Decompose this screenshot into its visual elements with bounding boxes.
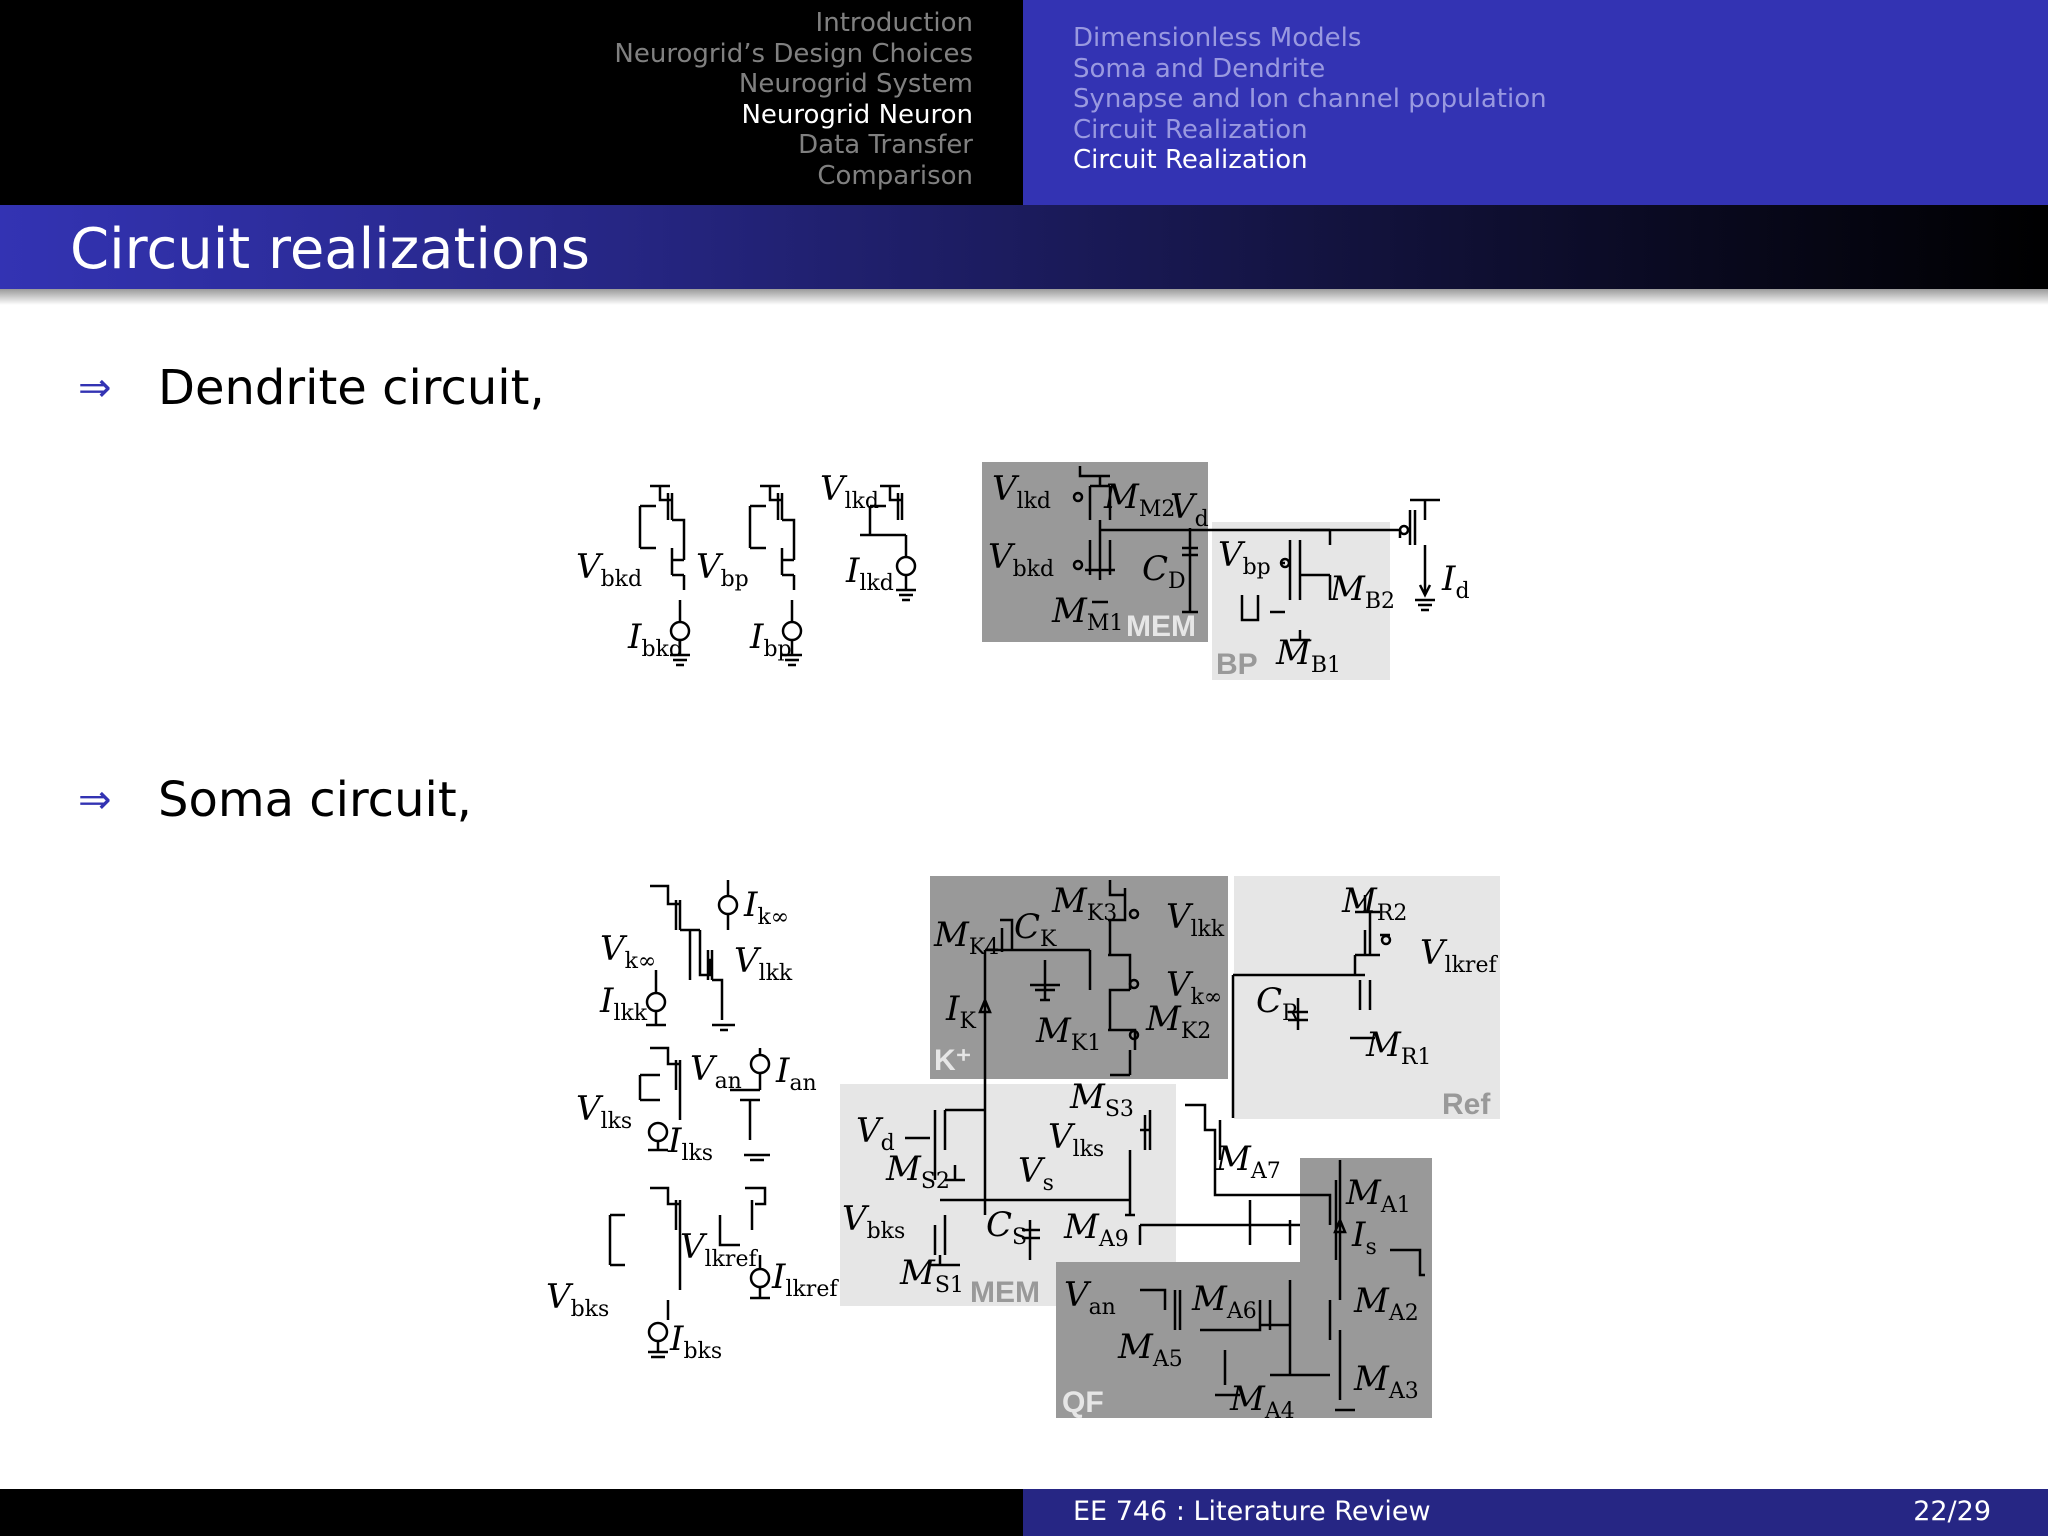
footer-page-number: 22/29 bbox=[1913, 1496, 1991, 1527]
nav-section-data-transfer[interactable]: Data Transfer bbox=[798, 130, 973, 160]
label-mb2: $M_{B2}$ bbox=[1330, 569, 1395, 614]
label-vbp-bp: $V_{bp}$ bbox=[1218, 535, 1271, 580]
bullet-text-soma: Soma circuit, bbox=[158, 772, 472, 828]
label-cr: $C_R$ bbox=[1256, 981, 1299, 1026]
label-van-qf: $V_{an}$ bbox=[1064, 1275, 1116, 1320]
footer-course-title: EE 746 : Literature Review bbox=[1073, 1496, 1431, 1527]
label-vlkd-mem: $V_{lkd}$ bbox=[992, 469, 1052, 514]
label-vbks-mem: $V_{bks}$ bbox=[842, 1199, 906, 1244]
label-vlks-mem: $V_{lks}$ bbox=[1048, 1117, 1105, 1162]
label-ma6: $M_{A6}$ bbox=[1192, 1279, 1257, 1324]
label-ms3: $M_{S3}$ bbox=[1070, 1077, 1134, 1122]
label-vbks: $V_{bks}$ bbox=[546, 1277, 610, 1322]
label-vlkref-ref: $V_{lkref}$ bbox=[1420, 933, 1497, 978]
subsection-navigation-panel bbox=[1023, 0, 2048, 205]
label-vbkd: $V_{bkd}$ bbox=[576, 547, 643, 592]
nav-section-comparison[interactable]: Comparison bbox=[817, 160, 973, 191]
region-label-mem: MEM bbox=[1126, 610, 1196, 643]
region-label-ref: Ref bbox=[1442, 1088, 1491, 1121]
region-label-bp: BP bbox=[1216, 648, 1258, 681]
label-vbkd-mem: $V_{bkd}$ bbox=[988, 537, 1055, 582]
label-vd: $V_d$ bbox=[1170, 487, 1209, 532]
label-ms2: $M_{S2}$ bbox=[886, 1149, 950, 1194]
nav-subsection-circuit-realization-1[interactable]: Circuit Realization bbox=[1073, 114, 1308, 145]
label-vk-inf-k: $V_{k\infty}$ bbox=[1166, 965, 1223, 1010]
label-ma2: $M_{A2}$ bbox=[1354, 1281, 1419, 1326]
bullet-text-dendrite: Dendrite circuit, bbox=[158, 360, 545, 416]
label-ik: $I_K$ bbox=[946, 989, 976, 1034]
section-list bbox=[614, 8, 973, 191]
label-id: $I_d$ bbox=[1442, 559, 1470, 604]
label-ma3: $M_{A3}$ bbox=[1354, 1359, 1419, 1404]
label-mr1: $M_{R1}$ bbox=[1366, 1025, 1432, 1070]
subsection-list bbox=[1073, 23, 1547, 176]
label-mk4: $M_{K4}$ bbox=[934, 915, 1000, 960]
label-mr2: $M_{R2}$ bbox=[1342, 881, 1408, 926]
label-mk2: $M_{K2}$ bbox=[1146, 999, 1212, 1044]
label-vlks: $V_{lks}$ bbox=[576, 1089, 633, 1134]
nav-subsection-soma-dendrite[interactable]: Soma and Dendrite bbox=[1073, 53, 1326, 84]
label-mk1: $M_{K1}$ bbox=[1036, 1011, 1102, 1056]
label-mm1: $M_{M1}$ bbox=[1052, 591, 1124, 636]
label-mm2: $M_{M2}$ bbox=[1104, 477, 1176, 522]
dendrite-circuit-figure bbox=[560, 455, 1520, 685]
label-vlkk-k: $V_{lkk}$ bbox=[1166, 897, 1225, 942]
label-vs: $V_s$ bbox=[1018, 1151, 1054, 1196]
slide-title: Circuit realizations bbox=[70, 217, 590, 282]
label-ma7: $M_{A7}$ bbox=[1216, 1139, 1281, 1184]
label-ibks: $I_{bks}$ bbox=[670, 1319, 723, 1364]
label-ma4: $M_{A4}$ bbox=[1230, 1379, 1295, 1420]
label-ilkref: $I_{lkref}$ bbox=[772, 1257, 838, 1302]
label-vk-inf: $V_{k\infty}$ bbox=[600, 929, 657, 974]
label-ian: $I_{an}$ bbox=[776, 1051, 817, 1096]
label-ilkd: $I_{lkd}$ bbox=[846, 551, 894, 596]
label-vlkk: $V_{lkk}$ bbox=[734, 941, 793, 986]
section-navigation-panel bbox=[0, 0, 1023, 205]
region-label-qf: QF bbox=[1062, 1386, 1104, 1419]
label-is: $I_s$ bbox=[1352, 1215, 1377, 1260]
label-ilks: $I_{lks}$ bbox=[668, 1121, 714, 1166]
label-mb1: $M_{B1}$ bbox=[1276, 633, 1341, 678]
label-vd-soma: $V_d$ bbox=[856, 1111, 895, 1156]
label-ma5: $M_{A5}$ bbox=[1118, 1327, 1183, 1372]
nav-section-neurogrid-system[interactable]: Neurogrid System bbox=[738, 69, 973, 99]
label-ma1: $M_{A1}$ bbox=[1346, 1173, 1411, 1218]
region-label-k-plus: K⁺ bbox=[934, 1044, 972, 1077]
nav-section-design-choices[interactable]: Neurogrid’s Design Choices bbox=[614, 38, 973, 69]
implies-arrow-icon: ⇒ bbox=[78, 365, 112, 411]
nav-section-neurogrid-neuron[interactable]: Neurogrid Neuron bbox=[741, 99, 973, 130]
label-mk3: $M_{K3}$ bbox=[1052, 881, 1118, 926]
slide-title-bar bbox=[0, 205, 2048, 289]
footer-bar bbox=[0, 1489, 2048, 1536]
nav-subsection-synapse-ion[interactable]: Synapse and Ion channel population bbox=[1073, 84, 1547, 114]
label-vlkref: $V_{lkref}$ bbox=[680, 1227, 757, 1272]
label-ibp: $I_{bp}$ bbox=[750, 617, 792, 662]
footer-right-panel bbox=[1023, 1489, 2048, 1536]
label-vbp: $V_{bp}$ bbox=[696, 547, 749, 592]
label-vlkd: $V_{lkd}$ bbox=[820, 469, 880, 514]
label-ck: $C_K$ bbox=[1014, 907, 1057, 952]
region-label-soma-mem: MEM bbox=[970, 1276, 1040, 1309]
label-ibkd: $I_{bkd}$ bbox=[628, 617, 683, 662]
label-ma9: $M_{A9}$ bbox=[1064, 1207, 1129, 1252]
nav-section-introduction[interactable]: Introduction bbox=[815, 8, 973, 38]
implies-arrow-icon: ⇒ bbox=[78, 777, 112, 823]
title-shadow bbox=[0, 289, 2048, 305]
label-ms1: $M_{S1}$ bbox=[900, 1253, 964, 1298]
label-van: $V_{an}$ bbox=[690, 1049, 742, 1094]
label-ik-inf: $I_{k\infty}$ bbox=[744, 885, 790, 930]
bullet-dendrite bbox=[78, 360, 545, 416]
soma-circuit-figure bbox=[540, 870, 1520, 1420]
nav-subsection-dimensionless-models[interactable]: Dimensionless Models bbox=[1073, 23, 1362, 53]
label-cs: $C_S$ bbox=[986, 1205, 1028, 1250]
label-ilkk: $I_{lkk}$ bbox=[600, 981, 648, 1026]
nav-subsection-circuit-realization-2[interactable]: Circuit Realization bbox=[1073, 145, 1308, 175]
bullet-soma bbox=[78, 772, 472, 828]
label-cd: $C_D$ bbox=[1142, 549, 1186, 594]
